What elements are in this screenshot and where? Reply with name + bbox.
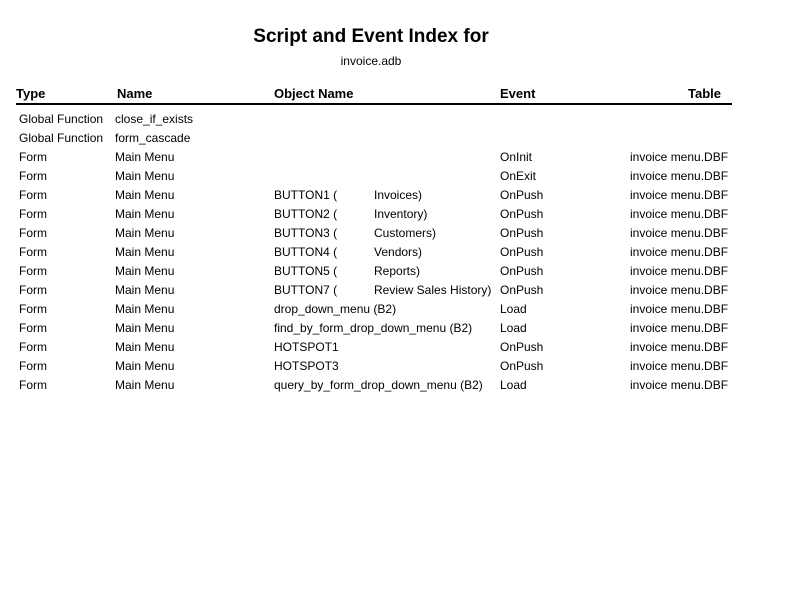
cell-name: Main Menu	[115, 245, 175, 259]
column-header-row	[16, 86, 732, 105]
cell-name: Main Menu	[115, 188, 175, 202]
cell-event: Load	[500, 302, 527, 316]
cell-object-caption: Inventory)	[374, 207, 428, 221]
header-name: Name	[117, 86, 153, 101]
cell-type: Form	[19, 340, 47, 354]
cell-table: invoice menu.DBF	[630, 321, 729, 335]
cell-table: invoice menu.DBF	[630, 188, 729, 202]
cell-name: Main Menu	[115, 378, 175, 392]
cell-type: Global Function	[19, 131, 104, 145]
cell-type: Global Function	[19, 112, 104, 126]
cell-name: form_cascade	[115, 131, 191, 145]
report-subtitle: invoice.adb	[340, 54, 402, 68]
table-row	[0, 188, 800, 207]
cell-object-caption: Review Sales History)	[374, 283, 492, 297]
cell-object-caption: Customers)	[374, 226, 437, 240]
cell-name: Main Menu	[115, 302, 175, 316]
cell-object-caption: Reports)	[374, 264, 421, 278]
cell-object-name: query_by_form_drop_down_menu (B2)	[274, 378, 483, 392]
cell-table: invoice menu.DBF	[630, 150, 729, 164]
cell-type: Form	[19, 321, 47, 335]
cell-event: Load	[500, 378, 527, 392]
cell-name: Main Menu	[115, 169, 175, 183]
table-row	[0, 112, 800, 131]
cell-event: OnPush	[500, 359, 544, 373]
cell-type: Form	[19, 245, 47, 259]
table-row	[0, 207, 800, 226]
table-row	[0, 302, 800, 321]
table-row	[0, 169, 800, 188]
table-row	[0, 283, 800, 302]
cell-table: invoice menu.DBF	[630, 264, 729, 278]
table-row	[0, 131, 800, 150]
table-row	[0, 378, 800, 397]
cell-object-caption: Vendors)	[374, 245, 423, 259]
cell-type: Form	[19, 226, 47, 240]
cell-type: Form	[19, 264, 47, 278]
table-row	[0, 264, 800, 283]
table-row	[0, 321, 800, 340]
cell-name: Main Menu	[115, 207, 175, 221]
cell-event: OnPush	[500, 207, 544, 221]
header-event: Event	[500, 86, 536, 101]
cell-event: Load	[500, 321, 527, 335]
cell-type: Form	[19, 150, 47, 164]
cell-table: invoice menu.DBF	[630, 169, 729, 183]
cell-name: Main Menu	[115, 283, 175, 297]
cell-type: Form	[19, 378, 47, 392]
cell-name: Main Menu	[115, 150, 175, 164]
cell-table: invoice menu.DBF	[630, 378, 729, 392]
header-type: Type	[16, 86, 46, 101]
cell-object-name: BUTTON1 (	[274, 188, 338, 202]
cell-object-name: HOTSPOT1	[274, 340, 339, 354]
cell-object-name: BUTTON3 (	[274, 226, 338, 240]
cell-table: invoice menu.DBF	[630, 283, 729, 297]
cell-object-name: BUTTON2 (	[274, 207, 338, 221]
cell-object-caption: Invoices)	[374, 188, 423, 202]
table-row	[0, 226, 800, 245]
cell-event: OnPush	[500, 264, 544, 278]
cell-event: OnPush	[500, 245, 544, 259]
cell-type: Form	[19, 169, 47, 183]
cell-table: invoice menu.DBF	[630, 245, 729, 259]
cell-event: OnInit	[500, 150, 533, 164]
table-row	[0, 150, 800, 169]
cell-event: OnPush	[500, 188, 544, 202]
cell-type: Form	[19, 359, 47, 373]
cell-name: Main Menu	[115, 340, 175, 354]
cell-type: Form	[19, 207, 47, 221]
cell-event: OnPush	[500, 283, 544, 297]
cell-type: Form	[19, 302, 47, 316]
cell-table: invoice menu.DBF	[630, 226, 729, 240]
cell-table: invoice menu.DBF	[630, 359, 729, 373]
cell-table: invoice menu.DBF	[630, 302, 729, 316]
cell-type: Form	[19, 283, 47, 297]
cell-object-name: BUTTON7 (	[274, 283, 338, 297]
header-object-name: Object Name	[274, 86, 354, 101]
cell-object-name: drop_down_menu (B2)	[274, 302, 397, 316]
cell-event: OnPush	[500, 226, 544, 240]
cell-object-name: HOTSPOT3	[274, 359, 339, 373]
cell-object-name: BUTTON4 (	[274, 245, 338, 259]
table-row	[0, 359, 800, 378]
cell-table: invoice menu.DBF	[630, 207, 729, 221]
report-title: Script and Event Index for	[253, 26, 489, 47]
cell-name: close_if_exists	[115, 112, 194, 126]
table-row	[0, 245, 800, 264]
cell-name: Main Menu	[115, 359, 175, 373]
cell-object-name: BUTTON5 (	[274, 264, 338, 278]
table-row	[0, 340, 800, 359]
index-rows	[0, 112, 800, 397]
cell-type: Form	[19, 188, 47, 202]
cell-event: OnPush	[500, 340, 544, 354]
cell-table: invoice menu.DBF	[630, 340, 729, 354]
cell-event: OnExit	[500, 169, 537, 183]
header-table: Table	[688, 86, 721, 101]
cell-name: Main Menu	[115, 321, 175, 335]
cell-name: Main Menu	[115, 226, 175, 240]
cell-name: Main Menu	[115, 264, 175, 278]
cell-object-name: find_by_form_drop_down_menu (B2)	[274, 321, 473, 335]
